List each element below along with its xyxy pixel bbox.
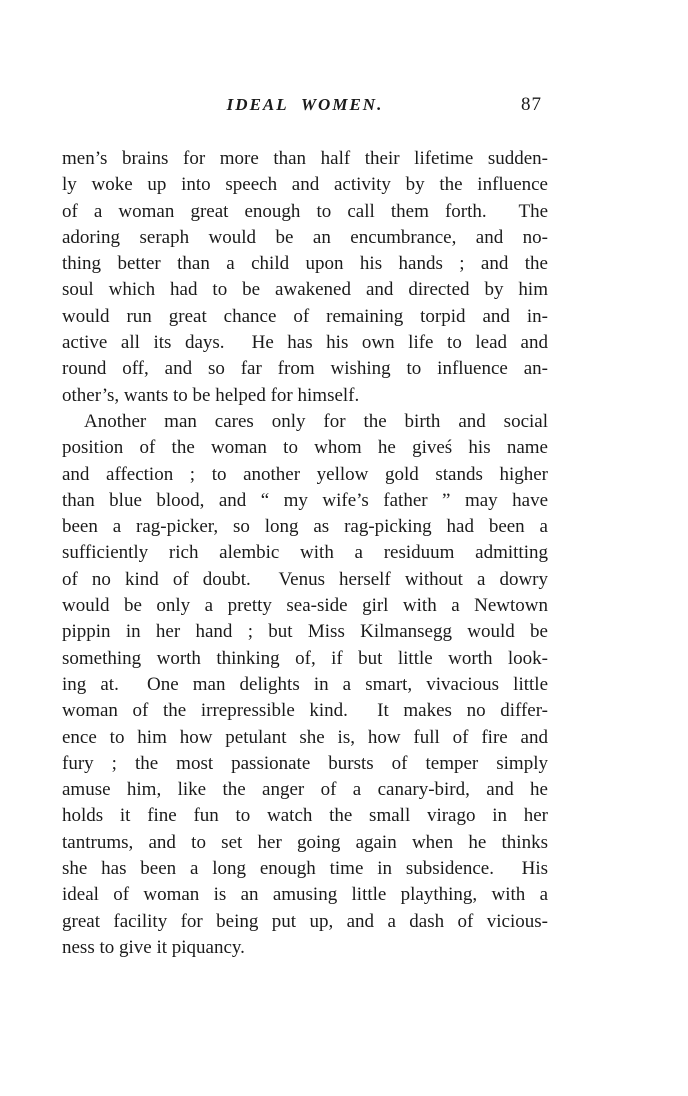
text-line: holds it fine fun to watch the small virago in her bbox=[62, 805, 548, 827]
text-line: ideal of woman is an amusing little plaything, with a bbox=[62, 884, 548, 906]
page-text bbox=[62, 146, 548, 961]
text-line: ly woke up into speech and activity by the influence bbox=[62, 174, 548, 196]
running-head-title: IDEAL WOMEN. bbox=[226, 95, 384, 114]
text-line: been a rag-picker, so long as rag-picking had been a bbox=[62, 516, 548, 538]
text-line: men’s brains for more than half their lifetime sudden- bbox=[62, 148, 548, 169]
text-line: than blue blood, and “ my wife’s father ” may have bbox=[62, 489, 548, 511]
text-line: great facility for being put up, and a dash of vicious- bbox=[62, 910, 548, 932]
text-line: sufficiently rich alembic with a residuum admitting bbox=[62, 542, 548, 564]
text-line: position of the woman to whom he giveś his name bbox=[62, 437, 548, 459]
text-line: active all its days. He has his own life to lead and bbox=[62, 332, 548, 354]
text-line: tantrums, and to set her going again when he thinks bbox=[62, 831, 548, 853]
text-line: thing better than a child upon his hands ; and the bbox=[62, 253, 548, 275]
text-line: amuse him, like the anger of a canary-bird, and he bbox=[62, 779, 548, 801]
text-line: other’s, wants to be helped for himself. bbox=[62, 384, 360, 406]
text-line: would run great chance of remaining torpid and in- bbox=[62, 305, 548, 327]
text-line: woman of the irrepressible kind. It makes no differ- bbox=[62, 700, 548, 722]
text-line: would be only a pretty sea-side girl with a Newtown bbox=[62, 595, 548, 617]
text-line: something worth thinking of, if but little worth look- bbox=[62, 647, 548, 669]
text-line: round off, and so far from wishing to influence an- bbox=[62, 358, 548, 380]
text-line: ing at. One man delights in a smart, vivacious little bbox=[62, 673, 548, 695]
text-line: adoring seraph would be an encumbrance, and no- bbox=[62, 226, 548, 248]
text-line: soul which had to be awakened and directed by him bbox=[62, 279, 548, 301]
text-line: and affection ; to another yellow gold stands higher bbox=[62, 463, 548, 485]
text-line: fury ; the most passionate bursts of temper simply bbox=[62, 752, 548, 774]
text-line: she has been a long enough time in subsidence. His bbox=[62, 858, 548, 880]
text-line: pippin in her hand ; but Miss Kilmansegg would be bbox=[62, 621, 548, 643]
text-line: ence to him how petulant she is, how full of fire and bbox=[62, 726, 548, 748]
text-line: of a woman great enough to call them forth. The bbox=[62, 200, 548, 222]
text-line: ness to give it piquancy. bbox=[62, 936, 245, 958]
page-number: 87 bbox=[521, 94, 542, 115]
running-head bbox=[62, 95, 548, 119]
text-line: Another man cares only for the birth and social bbox=[84, 410, 548, 432]
text-line: of no kind of doubt. Venus herself without a dowry bbox=[62, 568, 548, 590]
